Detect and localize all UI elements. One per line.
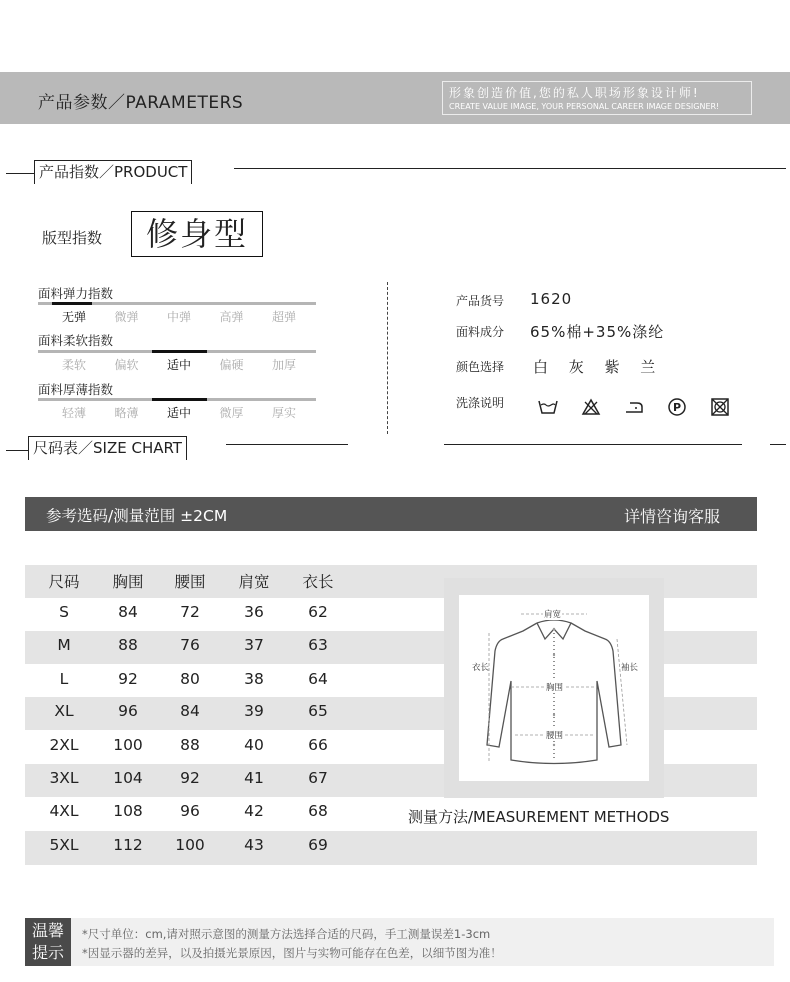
table-cell: 42: [244, 802, 264, 820]
table-cell: 69: [308, 836, 328, 854]
table-header-cell: 尺码: [48, 573, 80, 591]
size-tolerance-text: 参考选码/测量范围 ±2CM: [46, 507, 228, 525]
slogan-box: [442, 81, 752, 115]
table-cell: 72: [180, 603, 200, 621]
table-row: [0, 702, 360, 726]
table-cell: 2XL: [49, 736, 79, 754]
table-row: [0, 636, 360, 660]
table-cell: L: [59, 670, 69, 688]
table-cell: 84: [180, 702, 200, 720]
info-underline: [444, 444, 742, 445]
sleeve-label: 袖长: [621, 663, 639, 673]
table-cell: 80: [180, 670, 200, 688]
table-row: [0, 670, 360, 694]
elasticity-index-title: 面料弹力指数: [38, 286, 114, 301]
chest-label: 胸围: [546, 683, 564, 693]
fit-value-box: 修身型: [131, 211, 263, 257]
table-cell: 104: [113, 769, 143, 787]
no-bleach-icon: [579, 396, 603, 418]
item-number-label: 产品货号: [456, 294, 505, 308]
length-label: 衣长: [472, 663, 490, 673]
table-cell: 100: [175, 836, 205, 854]
table-cell: 64: [308, 670, 328, 688]
index-option: 轻薄: [61, 406, 86, 420]
tips-badge-line: 温馨: [31, 921, 64, 940]
table-cell: 40: [244, 736, 264, 754]
table-cell: 38: [244, 670, 264, 688]
tips-badge-line: 提示: [31, 943, 64, 962]
slogan-english: CREATE VALUE IMAGE, YOUR PERSONAL CAREER IMAGE DESIGNER!: [449, 102, 720, 111]
index-option: 高弹: [219, 310, 244, 324]
index-option: 略薄: [114, 406, 139, 420]
fit-label: 版型指数: [42, 229, 103, 247]
table-cell: 88: [180, 736, 200, 754]
elasticity-index-marker: [52, 302, 92, 305]
no-tumble-dry-icon: [708, 396, 732, 418]
index-option: 适中: [166, 406, 191, 420]
slogan-chinese: 形象创造价值,您的私人职场形象设计师!: [449, 86, 700, 100]
thickness-index-marker: [152, 398, 207, 401]
table-row: [0, 603, 360, 627]
softness-index-marker: [152, 350, 207, 353]
table-cell: XL: [54, 702, 74, 720]
table-cell: 41: [244, 769, 264, 787]
table-cell: 39: [244, 702, 264, 720]
material-value: 65%棉+35%涤纶: [530, 323, 665, 341]
table-cell: 100: [113, 736, 143, 754]
table-cell: 88: [118, 636, 138, 654]
tips-size-note: *尺寸单位：cm,请对照示意图的测量方法选择合适的尺码，手工测量误差1-3cm: [82, 927, 491, 941]
table-cell: 43: [244, 836, 264, 854]
table-row: [0, 836, 360, 860]
index-option: 微厚: [219, 406, 244, 420]
table-header-cell: 腰围: [174, 573, 206, 591]
material-label: 面料成分: [456, 325, 505, 339]
contact-service-text: 详情咨询客服: [624, 507, 721, 526]
info-underline-end: [770, 444, 786, 445]
table-header-cell: 胸围: [112, 573, 144, 591]
softness-index-title: 面料柔软指数: [38, 333, 114, 348]
wash-tub-icon: [536, 396, 560, 418]
index-option: 无弹: [61, 310, 86, 324]
table-header-row: [0, 570, 360, 594]
table-cell: 67: [308, 769, 328, 787]
iron-icon: [622, 396, 646, 418]
product-heading: 产品指数／PRODUCT: [34, 160, 192, 184]
table-cell: 37: [244, 636, 264, 654]
table-cell: 96: [118, 702, 138, 720]
table-cell: 108: [113, 802, 143, 820]
table-cell: 62: [308, 603, 328, 621]
table-cell: 5XL: [49, 836, 79, 854]
index-option: 适中: [166, 358, 191, 372]
color-label: 颜色选择: [456, 360, 505, 374]
waist-label: 腰围: [546, 731, 564, 741]
color-options: 白 灰 紫 兰: [533, 358, 664, 376]
table-cell: 4XL: [49, 802, 79, 820]
table-cell: 65: [308, 702, 328, 720]
table-cell: 84: [118, 603, 138, 621]
product-heading-line-left: [6, 173, 34, 174]
table-cell: 92: [118, 670, 138, 688]
size-heading-line-left: [6, 450, 28, 451]
softness-index-options: [38, 356, 316, 373]
tips-color-note: *因显示器的差异，以及拍摄光景原因，图片与实物可能存在色差，以细节图为准！: [82, 946, 502, 960]
tips-badge: [25, 918, 71, 966]
table-cell: 63: [308, 636, 328, 654]
index-option: 厚实: [271, 406, 296, 420]
table-row: [0, 802, 360, 826]
measurement-diagram: [459, 595, 649, 781]
table-cell: 36: [244, 603, 264, 621]
shoulder-label: 肩宽: [544, 610, 562, 620]
measurement-methods-caption: 测量方法/MEASUREMENT METHODS: [408, 808, 670, 826]
item-number-value: 1620: [530, 290, 573, 308]
table-cell: 3XL: [49, 769, 79, 787]
table-cell: 68: [308, 802, 328, 820]
table-cell: S: [59, 603, 69, 621]
size-heading-line-right: [226, 444, 348, 445]
section-divider: [387, 282, 388, 434]
table-row: [0, 736, 360, 760]
table-header-cell: 衣长: [302, 573, 334, 591]
dry-clean-p-icon: [665, 396, 689, 418]
size-chart-heading: 尺码表／SIZE CHART: [28, 436, 187, 460]
product-heading-line-right: [234, 168, 786, 169]
elasticity-index-options: [38, 308, 316, 325]
table-cell: 112: [113, 836, 143, 854]
table-cell: 92: [180, 769, 200, 787]
index-option: 柔软: [61, 358, 86, 372]
index-option: 偏硬: [219, 358, 244, 372]
table-cell: M: [57, 636, 71, 654]
care-label: 洗涤说明: [456, 396, 505, 410]
thickness-index-options: [38, 404, 316, 421]
index-option: 偏软: [114, 358, 139, 372]
table-row: [0, 769, 360, 793]
table-cell: 96: [180, 802, 200, 820]
parameters-title: 产品参数／PARAMETERS: [38, 93, 244, 113]
svg-text:P: P: [672, 401, 682, 414]
table-cell: 66: [308, 736, 328, 754]
table-header-cell: 肩宽: [238, 573, 270, 591]
index-option: 加厚: [271, 358, 296, 372]
thickness-index-title: 面料厚薄指数: [38, 382, 114, 397]
care-icons: [536, 396, 732, 418]
index-option: 超弹: [271, 310, 296, 324]
table-cell: 76: [180, 636, 200, 654]
index-option: 中弹: [166, 310, 191, 324]
index-option: 微弹: [114, 310, 139, 324]
